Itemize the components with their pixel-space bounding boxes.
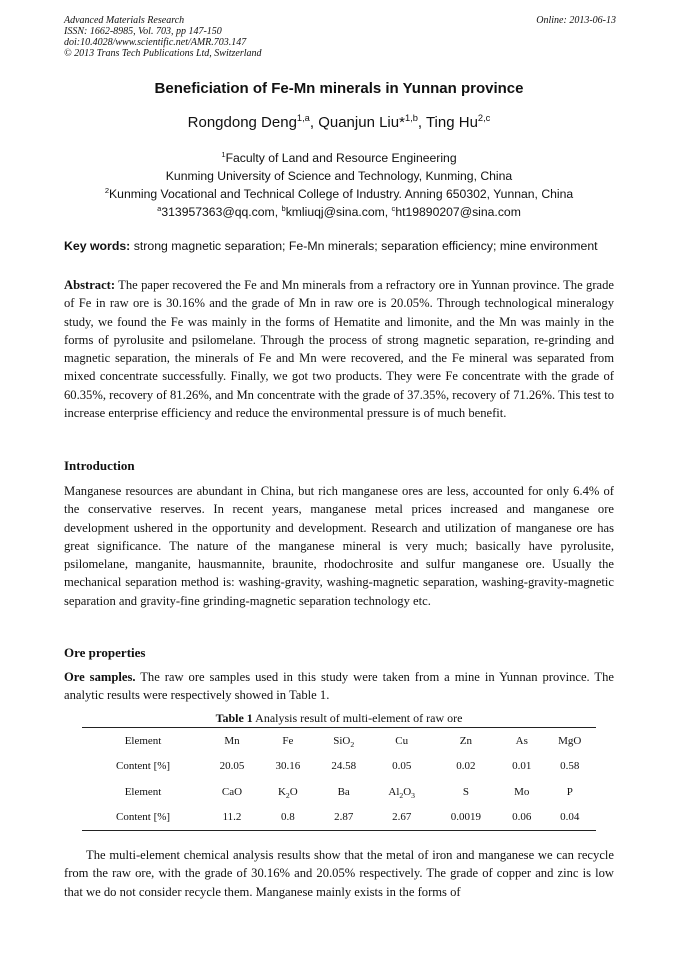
keywords-label: Key words: [64, 239, 131, 253]
keywords-text: strong magnetic separation; Fe-Mn minerals; separation efficiency; mine environment [130, 239, 598, 253]
paper-title: Beneficiation of Fe-Mn minerals in Yunnan province [154, 80, 524, 97]
introduction-text: Manganese resources are abundant in China, but rich manganese ores are less, accounted for only 6.4% of the conservative reserves. In recent years, manganese metal prices increased and manganese ore development ushered in the opportunity and development. Research and utilization of manganese ore has great significance. The nature of the manganese mineral is very much; basically have pyrolusite, psilomelane, manganite, hausmannite, braunite, rhodochrosite and sulfur manganese ore. Usually the mechanical separation method is: washing-gravity, washing-magnetic separation, washing-gravity-magnetic separation and gravity-fine grinding-magnetic separation technology etc. [64, 484, 614, 608]
affiliation-mark: 1 [221, 149, 226, 159]
affiliation-1-line-1: $^1$Faculty of Land and Resource Engineering [221, 149, 457, 165]
introduction-heading: Introduction [64, 458, 135, 473]
table-caption-text: Analysis result of multi-element of raw ore [252, 711, 463, 725]
author-affiliation-mark: 2,c [477, 113, 491, 123]
analysis-table [82, 727, 596, 831]
ore-samples-label: Ore samples. [64, 670, 136, 684]
journal-header [64, 15, 616, 59]
table-row: Content [%] 20.05 30.16 24.58 0.05 0.02 0.01 0.58 [115, 760, 580, 773]
abstract-label: Abstract: [64, 278, 116, 292]
author-affiliation-mark: 1,b [404, 113, 418, 123]
author-name: Rongdong Deng [187, 114, 297, 131]
table-caption [0, 711, 678, 726]
issn-line: ISSN: 1662-8985, Vol. 703, pp 147-150 [64, 26, 222, 37]
table-row: Content [%] 11.2 0.8 2.87 2.67 0.0019 0.06 0.04 [82, 805, 596, 831]
ore-samples-text: The raw ore samples used in this study were taken from a mine in Yunnan province. The analytic results were respectively showed in Table 1. [64, 670, 614, 703]
affiliation-2: $^2$Kunming Vocational and Technical College of Industry. Anning 650302, Yunnan, China [104, 185, 574, 201]
table-caption-label: Table 1 [215, 711, 253, 725]
ore-properties-heading: Ore properties [64, 645, 146, 660]
ore-samples-paragraph [64, 668, 614, 705]
copyright-line: © 2013 Trans Tech Publications Ltd, Switzerland [64, 48, 262, 59]
abstract [64, 276, 614, 422]
table-row: Element CaO $K_2O$ Ba $Al_2O_3$ S Mo P [124, 785, 573, 800]
affiliations [0, 149, 678, 221]
journal-name: Advanced Materials Research [64, 15, 185, 26]
email-b: kmliuqj@sina.com, [285, 205, 392, 219]
analysis-discussion-text: The multi-element chemical analysis results show that the metal of iron and manganese we can recycle from the raw ore, with the grade of 30.16% and 20.05% respectively. The grade of copper and zinc is low that we do not consider recycle them. Manganese mainly exists in the forms of [64, 848, 614, 899]
online-date: Online: 2013-06-13 [536, 15, 616, 26]
author-separator: , [309, 114, 319, 131]
email-line: $^a$313957363@qq.com, $^b$kmliuqj@sina.com, $^c$ht19890207@sina.com [157, 203, 521, 219]
author-name: Ting Hu [425, 114, 478, 131]
email-c: ht19890207@sina.com [395, 205, 521, 219]
author-name: Quanjun Liu* [318, 114, 405, 131]
abstract-text: The paper recovered the Fe and Mn minerals from a refractory ore in Yunnan province. The grade of Fe in raw ore is 30.16% and the grade of Mn in raw ore is 20.05%. Through technological mineralogy study, we found the Fe was mainly in the forms of Hematite and limonite, and the Mn was mainly in the forms of pyrolusite and psilomelane. Through the process of strong magnetic separation, re-grinding and magnetic separation, the minerals of Fe and Mn were recovered, and the Fe mineral was separated from mixed concentrate successfully. Finally, we got two products. They were Fe concentrate with the grade of 60.35%, recovery of 81.26%, and Mn concentrate with the grade of 37.35%, recovery of 71.26%. This test to increase enterprise efficiency and reduce the environmental pressure is of much benefit. [64, 278, 614, 421]
affiliation-mark: 2 [104, 185, 110, 195]
author-separator: , [417, 114, 426, 131]
keywords [64, 239, 616, 253]
author-list [0, 114, 678, 131]
affiliation-1-line-2: Kunming University of Science and Technology, Kunming, China [165, 169, 513, 183]
table-row: Element Mn Fe SiO$_2$ Cu Zn As MgO [82, 728, 596, 754]
doi-line: doi:10.4028/www.scientific.net/AMR.703.147 [64, 37, 247, 48]
email-a: 313957363@qq.com, [161, 205, 282, 219]
author-affiliation-mark: 1,a [296, 113, 310, 123]
